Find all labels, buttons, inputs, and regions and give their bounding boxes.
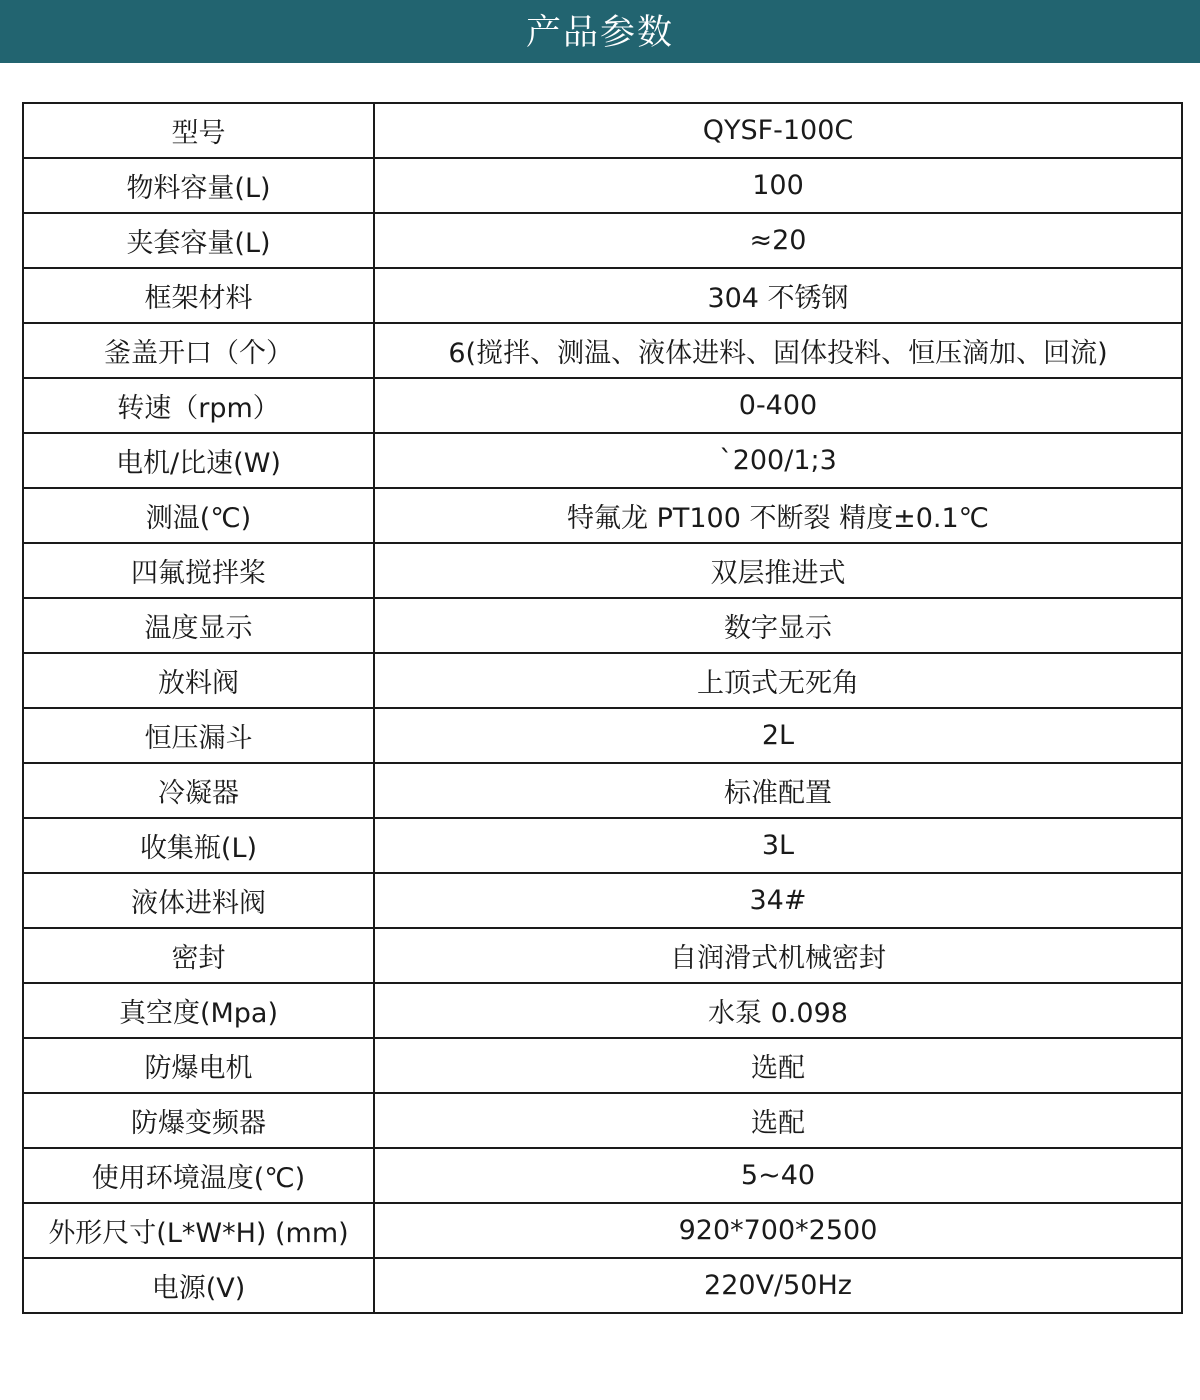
table-row bbox=[23, 213, 1182, 268]
table-row bbox=[23, 1148, 1182, 1203]
table-row bbox=[23, 1258, 1182, 1313]
table-row bbox=[23, 378, 1182, 433]
table-row bbox=[23, 708, 1182, 763]
param-name-cell: 恒压漏斗 bbox=[23, 708, 374, 763]
param-name-cell: 液体进料阀 bbox=[23, 873, 374, 928]
param-value-cell: 0-400 bbox=[374, 378, 1182, 433]
param-name-cell: 电机/比速(W) bbox=[23, 433, 374, 488]
param-name-cell: 温度显示 bbox=[23, 598, 374, 653]
table-row bbox=[23, 598, 1182, 653]
param-name-cell: 夹套容量(L) bbox=[23, 213, 374, 268]
table-row bbox=[23, 268, 1182, 323]
table-row bbox=[23, 488, 1182, 543]
param-value-cell: 选配 bbox=[374, 1038, 1182, 1093]
param-value-cell: 6(搅拌、测温、液体进料、固体投料、恒压滴加、回流) bbox=[374, 323, 1182, 378]
param-value-cell: 304 不锈钢 bbox=[374, 268, 1182, 323]
param-value-cell: 3L bbox=[374, 818, 1182, 873]
spec-table-body bbox=[23, 103, 1182, 1313]
param-name-cell: 物料容量(L) bbox=[23, 158, 374, 213]
param-value-cell: ≈20 bbox=[374, 213, 1182, 268]
param-name-cell: 外形尺寸(L*W*H) (mm) bbox=[23, 1203, 374, 1258]
param-name-cell: 四氟搅拌桨 bbox=[23, 543, 374, 598]
param-name-cell: 型号 bbox=[23, 103, 374, 158]
table-row bbox=[23, 653, 1182, 708]
table-row bbox=[23, 763, 1182, 818]
param-value-cell: 水泵 0.098 bbox=[374, 983, 1182, 1038]
param-name-cell: 测温(℃) bbox=[23, 488, 374, 543]
param-name-cell: 收集瓶(L) bbox=[23, 818, 374, 873]
table-row bbox=[23, 928, 1182, 983]
param-value-cell: 920*700*2500 bbox=[374, 1203, 1182, 1258]
param-name-cell: 釜盖开口（个） bbox=[23, 323, 374, 378]
table-row bbox=[23, 1038, 1182, 1093]
param-name-cell: 放料阀 bbox=[23, 653, 374, 708]
table-row bbox=[23, 103, 1182, 158]
param-name-cell: 转速（rpm） bbox=[23, 378, 374, 433]
param-value-cell: 特氟龙 PT100 不断裂 精度±0.1℃ bbox=[374, 488, 1182, 543]
param-value-cell: 自润滑式机械密封 bbox=[374, 928, 1182, 983]
table-row bbox=[23, 873, 1182, 928]
param-name-cell: 冷凝器 bbox=[23, 763, 374, 818]
param-name-cell: 真空度(Mpa) bbox=[23, 983, 374, 1038]
table-row bbox=[23, 1093, 1182, 1148]
page-title: 产品参数 bbox=[525, 13, 674, 53]
param-value-cell: 标准配置 bbox=[374, 763, 1182, 818]
table-row bbox=[23, 1203, 1182, 1258]
param-value-cell: 双层推进式 bbox=[374, 543, 1182, 598]
table-row bbox=[23, 543, 1182, 598]
param-name-cell: 防爆变频器 bbox=[23, 1093, 374, 1148]
param-value-cell: 数字显示 bbox=[374, 598, 1182, 653]
param-name-cell: 电源(V) bbox=[23, 1258, 374, 1313]
param-name-cell: 框架材料 bbox=[23, 268, 374, 323]
param-value-cell: 选配 bbox=[374, 1093, 1182, 1148]
param-value-cell: 上顶式无死角 bbox=[374, 653, 1182, 708]
param-value-cell: 5~40 bbox=[374, 1148, 1182, 1203]
param-value-cell: QYSF-100C bbox=[374, 103, 1182, 158]
table-row bbox=[23, 158, 1182, 213]
param-name-cell: 密封 bbox=[23, 928, 374, 983]
spec-table bbox=[22, 102, 1183, 1314]
param-value-cell: 220V/50Hz bbox=[374, 1258, 1182, 1313]
param-value-cell: `200/1;3 bbox=[374, 433, 1182, 488]
table-row bbox=[23, 323, 1182, 378]
table-row bbox=[23, 983, 1182, 1038]
table-row bbox=[23, 433, 1182, 488]
param-name-cell: 防爆电机 bbox=[23, 1038, 374, 1093]
param-value-cell: 100 bbox=[374, 158, 1182, 213]
param-name-cell: 使用环境温度(℃) bbox=[23, 1148, 374, 1203]
param-value-cell: 34# bbox=[374, 873, 1182, 928]
param-value-cell: 2L bbox=[374, 708, 1182, 763]
header-banner bbox=[0, 0, 1200, 63]
table-row bbox=[23, 818, 1182, 873]
